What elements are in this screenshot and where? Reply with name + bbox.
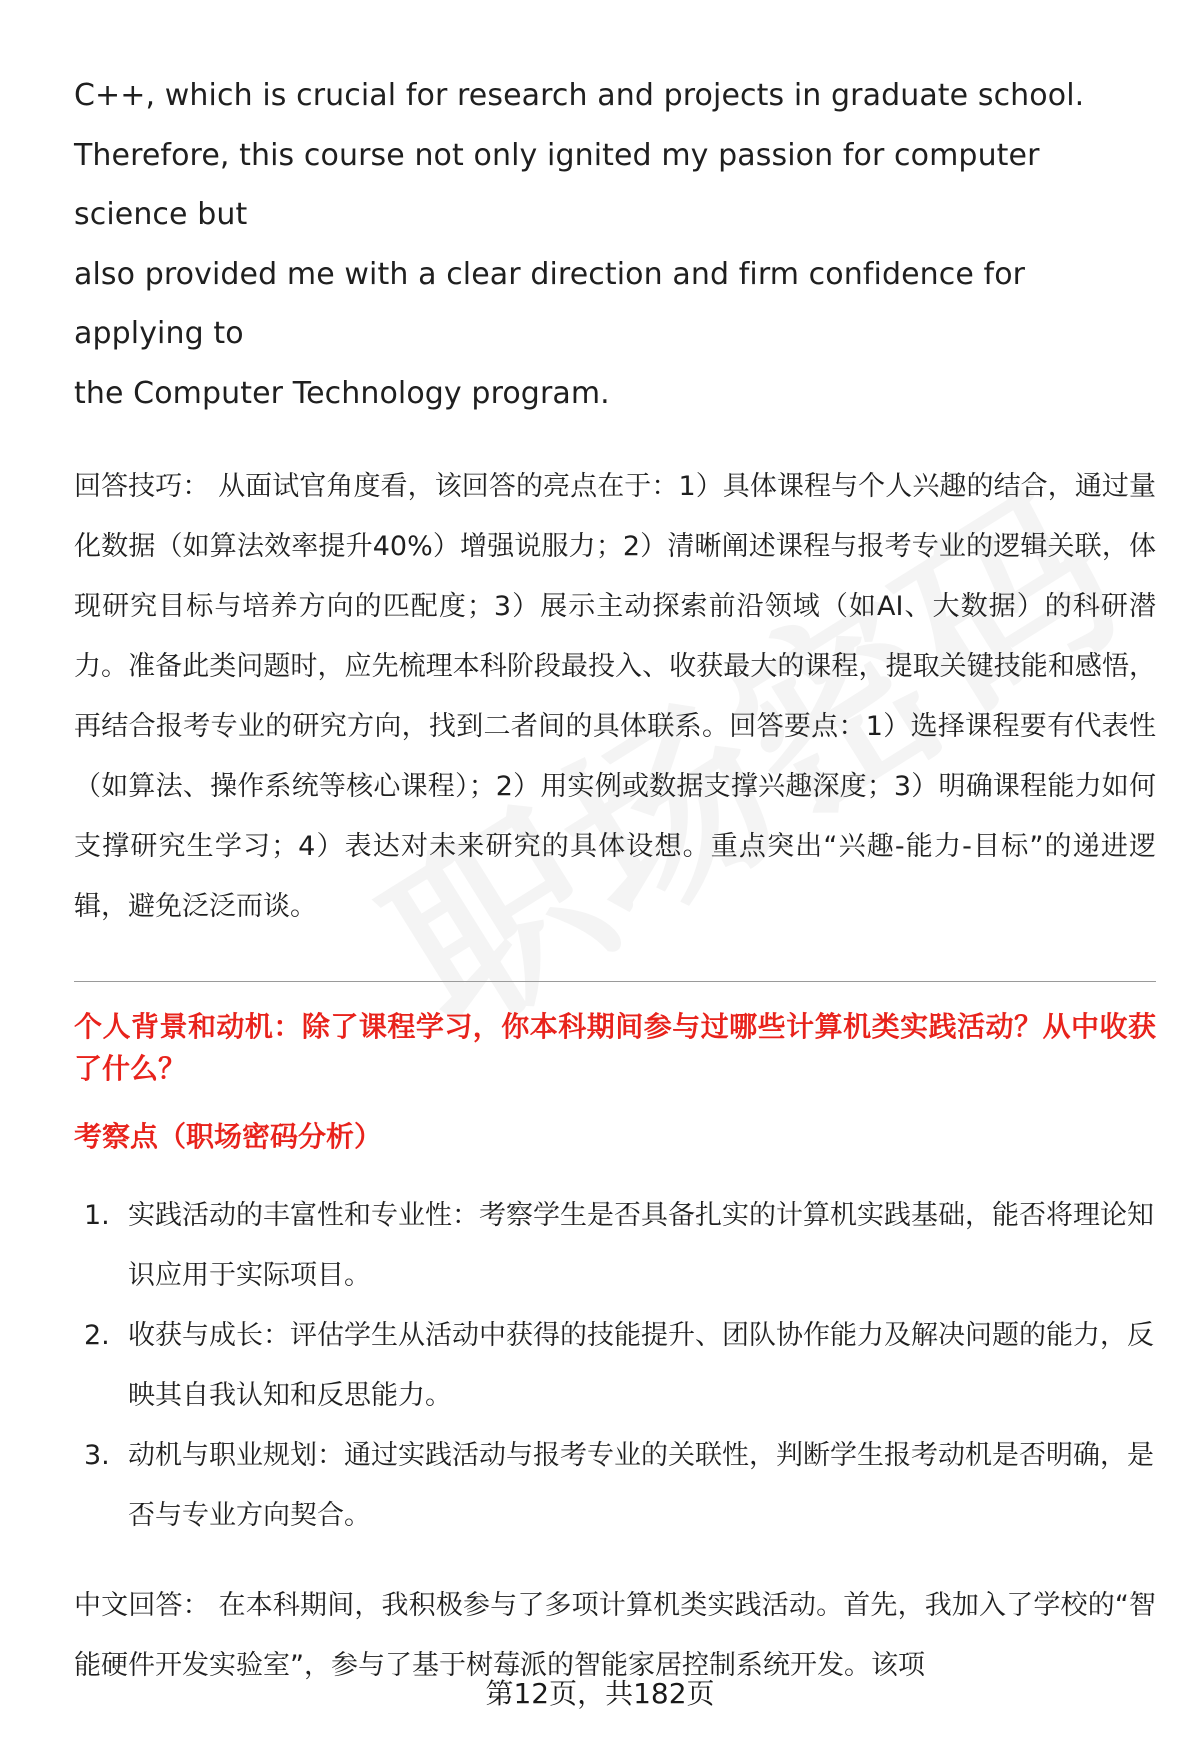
page-content <box>74 66 1156 1696</box>
chinese-answer-text: 在本科期间，我积极参与了多项计算机类实践活动。首先，我加入了学校的“智能硬件开发实验室”，参与了基于树莓派的智能家居控制系统开发。该项 <box>74 1590 1157 1681</box>
list-item <box>74 1426 1156 1546</box>
list-item <box>74 1186 1156 1306</box>
english-answer-line: C++, which is crucial for research and projects in graduate school. <box>74 78 1085 113</box>
english-answer-line: also provided me with a clear direction and firm confidence for applying to <box>74 256 1026 351</box>
list-item <box>74 1306 1156 1426</box>
list-item-text: 收获与成长：评估学生从活动中获得的技能提升、团队协作能力及解决问题的能力，反映其自我认知和反思能力。 <box>128 1320 1154 1411</box>
page-number-footer: 第12页，共182页 <box>485 1677 715 1710</box>
list-item-number: 1. <box>84 1200 110 1231</box>
analysis-list <box>74 1186 1156 1546</box>
english-answer-paragraph <box>74 66 1156 423</box>
answer-tips-text: 从面试官角度看，该回答的亮点在于：1）具体课程与个人兴趣的结合，通过量化数据（如算法效率提升40%）增强说服力；2）清晰阐述课程与报考专业的逻辑关联，体现研究目标与培养方向的匹配度；3）展示主动探索前沿领域（如AI、大数据）的科研潜力。准备此类问题时，应先梳理本科阶段最投入、收获最大的课程，提取关键技能和感悟，再结合报考专业的研究方向，找到二者间的具体联系。回答要点：1）选择课程要有代表性（如算法、操作系统等核心课程）；2）用实例或数据支撑兴趣深度；3）明确课程能力如何支撑研究生学习；4）表达对未来研究的具体设想。重点突出“兴趣-能力-目标”的递进逻辑，避免泛泛而谈。 <box>74 471 1156 922</box>
answer-tips-label: 回答技巧： <box>74 471 210 502</box>
chinese-answer-label: 中文回答： <box>74 1590 210 1621</box>
answer-tips-paragraph <box>74 457 1156 937</box>
list-item-text: 动机与职业规划：通过实践活动与报考专业的关联性，判断学生报考动机是否明确，是否与专业方向契合。 <box>128 1440 1154 1531</box>
list-item-text: 实践活动的丰富性和专业性：考察学生是否具备扎实的计算机实践基础，能否将理论知识应用于实际项目。 <box>128 1200 1154 1291</box>
english-answer-line: the Computer Technology program. <box>74 375 610 411</box>
section-divider <box>74 981 1156 982</box>
question-heading: 个人背景和动机：除了课程学习，你本科期间参与过哪些计算机类实践活动？从中收获了什么？ <box>74 1010 1156 1085</box>
list-item-number: 3. <box>84 1440 110 1471</box>
list-item-number: 2. <box>84 1320 110 1351</box>
analysis-heading: 考察点（职场密码分析） <box>74 1120 383 1153</box>
english-answer-line: Therefore, this course not only ignited my passion for computer science but <box>74 137 1040 232</box>
